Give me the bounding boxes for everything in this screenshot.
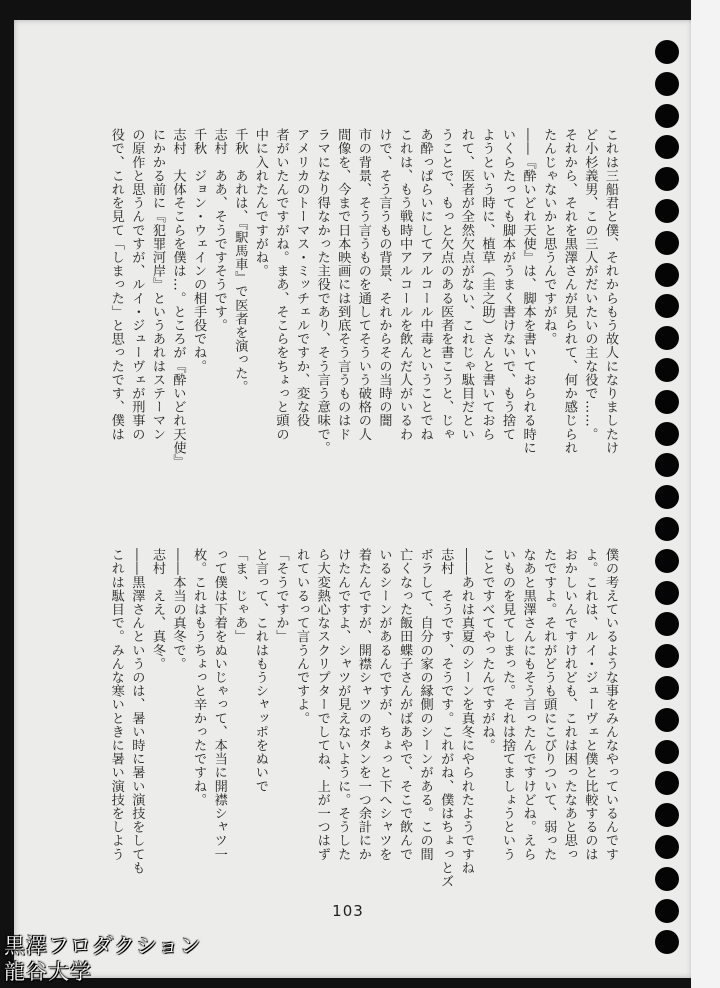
text-column: 志村 大体そこらを僕は…。ところが『酔いどれ天使』	[170, 128, 186, 468]
watermark-line-2: 龍谷大学	[4, 960, 92, 984]
text-column: おかしいんですけれども、これは困ったなあと思っ	[561, 548, 577, 861]
text-column: いものを見てしまった。それは捨てましょうという	[500, 548, 516, 861]
text-column: アメリカのトーマス・ミッチェルですか、変な役	[294, 128, 310, 428]
binder-hole	[655, 135, 679, 159]
text-column: これは駄目で。みんな寒いときに暑い演技をしよう	[108, 548, 124, 861]
text-column: 着たんですが、開襟シャツのボタンを一つ余計にか	[355, 548, 371, 861]
binder-hole	[655, 771, 679, 795]
text-column: と言って、これはもうシャッポをぬいで	[252, 548, 268, 793]
top-text-block	[100, 128, 620, 468]
text-column: ――あれは真夏のシーンを真冬にやられたようですね	[458, 548, 474, 875]
binder-hole	[655, 740, 679, 764]
binder-hole	[655, 612, 679, 636]
binder-hole	[655, 644, 679, 668]
text-column: 中に入れたんですがね。	[252, 128, 268, 278]
text-column: ら大変熱心なスクリプターでしてね、上が一つはず	[314, 548, 330, 861]
text-column: ラマになり得なかった主役であり、そう言う意味で。	[314, 128, 330, 455]
binder-hole	[655, 40, 679, 64]
binder-hole	[655, 930, 679, 954]
text-column: いるシーンがあるんですが、ちょっと下へシャツを	[376, 548, 392, 861]
text-column: 僕の考えているような事をみんなやっているんです	[603, 548, 618, 861]
text-column: あ酔っぱらいにしてアルコール中毒ということでね	[417, 128, 433, 441]
text-column: れて、医者が全然欠点がない、これじゃ駄目だとい	[458, 128, 474, 441]
text-column: の原作と思うんですが、ルイ・ジューヴェが刑事の	[129, 128, 145, 441]
text-column: ことですべてやったんですがね。	[479, 548, 495, 752]
text-column: 枚。これはもうちょっと辛かったですね。	[191, 548, 207, 807]
text-column: 「そうですか」	[273, 548, 289, 644]
binder-hole	[655, 422, 679, 446]
binder-hole	[655, 899, 679, 923]
text-column: 間像を、今まで日本映画には到底そう言うものはド	[335, 128, 351, 441]
binder-hole	[655, 294, 679, 318]
binder-hole	[655, 231, 679, 255]
page-margin	[691, 0, 720, 988]
page-number: 103	[332, 902, 364, 920]
text-column: ――『酔いどれ天使』は、脚本を書いておられる時に	[520, 128, 536, 455]
text-column: 志村 ええ、真冬。	[149, 548, 165, 671]
text-column: それから、それを黒澤さんが見られて、何か感じられ	[561, 128, 577, 455]
text-column: 志村 ああ、そうですそうです。	[211, 128, 227, 332]
binder-hole	[655, 549, 679, 573]
text-column: ボラして、自分の家の縁側のシーンがある。この間	[417, 548, 433, 861]
text-column: ようという時に、植草（圭之助）さんと書いておら	[479, 128, 495, 441]
text-column: ――本当の真冬で。	[170, 548, 186, 671]
binder-hole	[655, 199, 679, 223]
text-column: れているって言うんですよ。	[294, 548, 310, 725]
binder-hole	[655, 390, 679, 414]
text-column: 者がいたんですがね。まあ、そこらをちょっと頭の	[273, 128, 289, 441]
binder-holes	[655, 40, 685, 970]
text-column: 役で、これを見て「しまった」と思ったです、僕は	[108, 128, 124, 441]
text-column: 千秋 あれは、『駅馬車』で医者を演った。	[232, 128, 248, 394]
text-column: ど小杉義男、この三人がだいたいの主な役で……。	[582, 128, 598, 441]
text-column: ――黒澤さんというのは、暑い時に暑い演技をしても	[129, 548, 145, 875]
binder-hole	[655, 517, 679, 541]
text-column: けたんですよ、シャツが見えないように。そうした	[335, 548, 351, 861]
bottom-text-block	[100, 548, 620, 888]
text-column: なあと黒澤さんにもそう言ったんですけどね。えら	[520, 548, 536, 861]
binder-hole	[655, 263, 679, 287]
text-column: いくらたっても脚本がうまく書けないで、もう捨て	[500, 128, 516, 441]
watermark-line-1: 黒澤フロダクション	[4, 934, 202, 958]
binder-hole	[655, 708, 679, 732]
binder-hole	[655, 676, 679, 700]
binder-hole	[655, 453, 679, 477]
binder-hole	[655, 104, 679, 128]
text-column: よ。これは、ルイ・ジューヴェと僕と比較するのは	[582, 548, 598, 861]
binder-hole	[655, 72, 679, 96]
binder-hole	[655, 167, 679, 191]
text-column: 「ま、じゃあ」	[232, 548, 248, 644]
text-column: これは三船君と僕、それからもう故人になりましたけ	[603, 128, 618, 455]
binder-hole	[655, 358, 679, 382]
binder-hole	[655, 803, 679, 827]
text-column: 亡くなった飯田蝶子さんがばあやで、そこで飲んで	[397, 548, 413, 861]
text-column: たんじゃないかと思うんですがね。	[541, 128, 557, 346]
text-column: けで、そう言うもの背景、それからその当時の闇	[376, 128, 392, 428]
binder-hole	[655, 581, 679, 605]
binder-hole	[655, 485, 679, 509]
text-column: 市の背景、そう言うものを通してそういう破格の人	[355, 128, 371, 441]
text-column: たですよ。それがどうも頭にこびりついて、弱った	[541, 548, 557, 861]
binder-hole	[655, 835, 679, 859]
text-column: って僕は下着をぬいじゃって、本当に開襟シャツ一	[211, 548, 227, 861]
text-column: 千秋 ジョン・ウェインの相手役でね。	[191, 128, 207, 373]
text-column: うことで、もっと欠点のある医者を書こうと、じゃ	[438, 128, 454, 441]
text-column: 志村 そうです、そうです。これがね、僕はちょっとズ	[438, 548, 454, 888]
text-column: にかかる前に『犯罪河岸』というあれはステーマン	[149, 128, 165, 441]
binder-hole	[655, 326, 679, 350]
binder-hole	[655, 867, 679, 891]
text-column: これは、もう戦時中アルコールを飲んだ人がいるわ	[397, 128, 413, 441]
